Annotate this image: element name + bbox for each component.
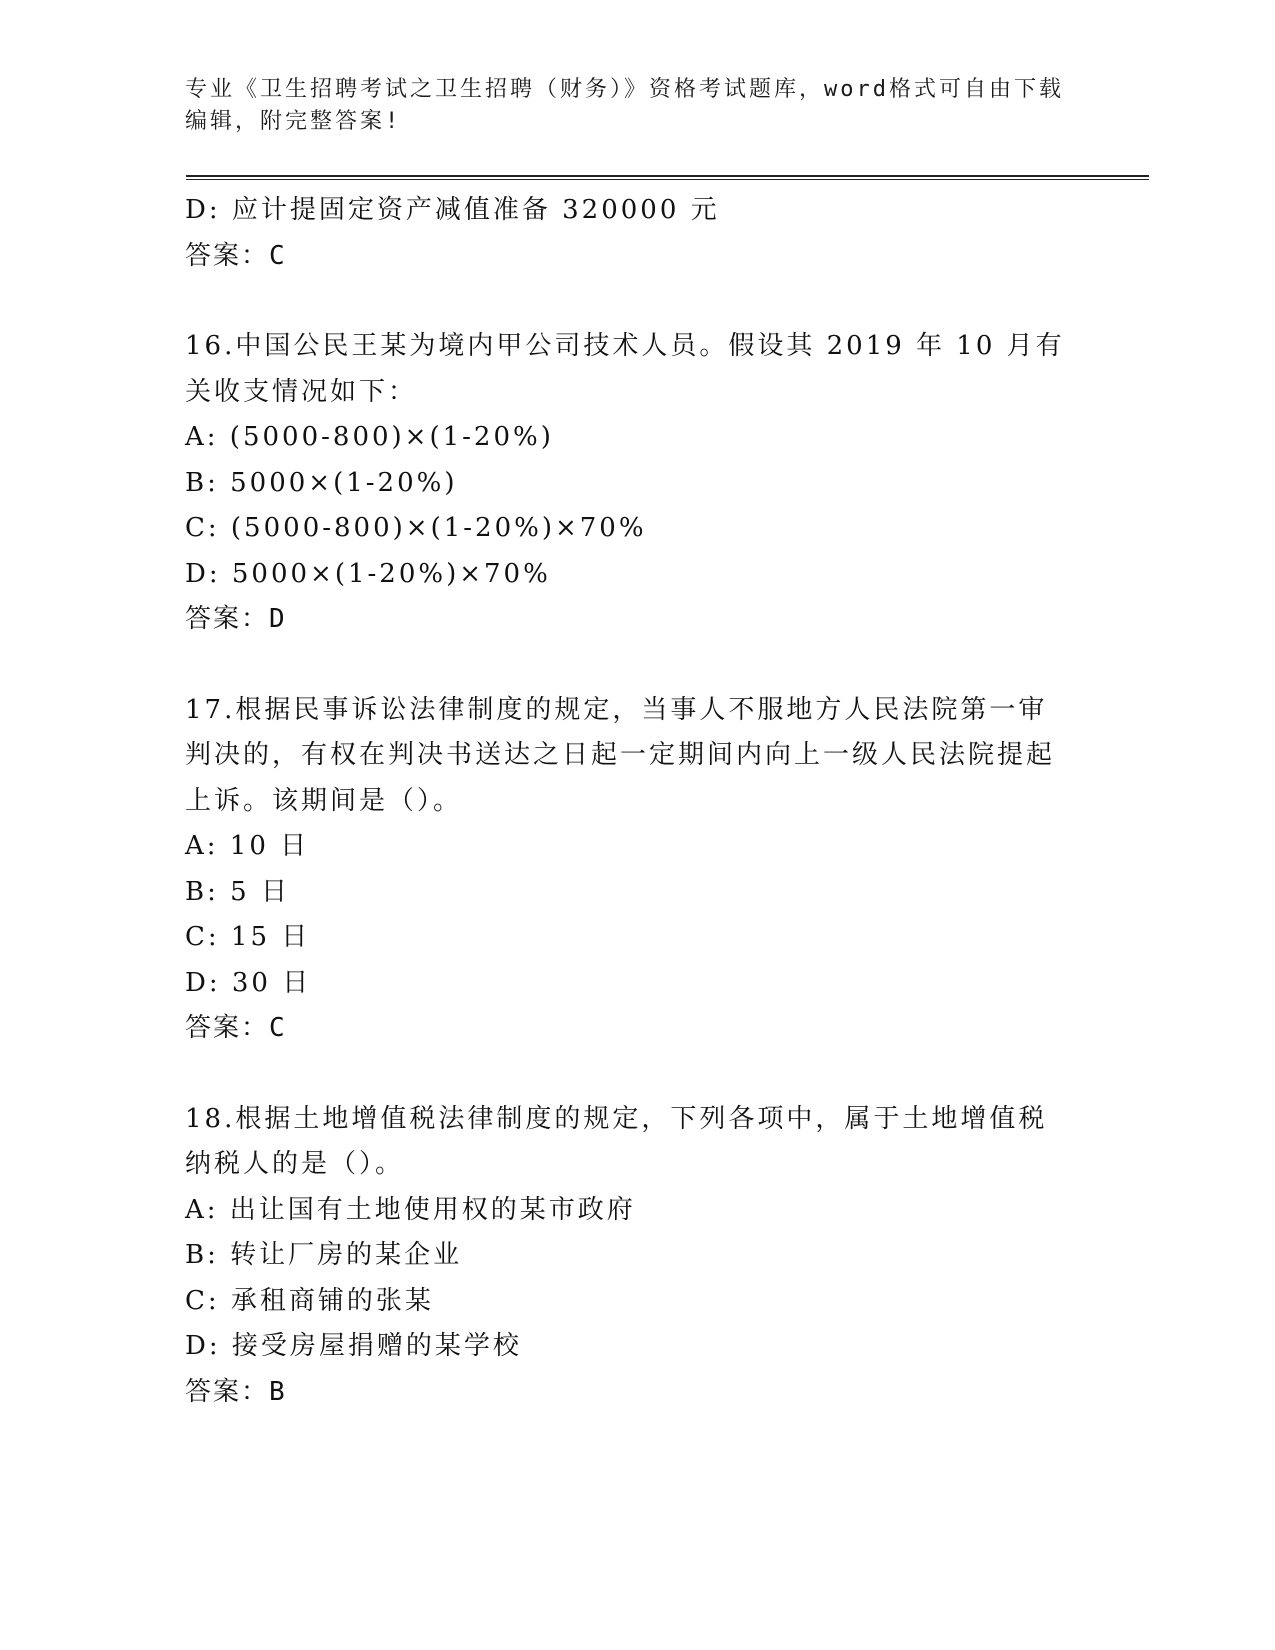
option-d: D: 接受房屋捐赠的某学校: [185, 1331, 522, 1361]
question-stem: 16.中国公民王某为境内甲公司技术人员。假设其 2019 年 10 月有关收支情况如下：: [185, 331, 1065, 407]
question-stem: 17.根据民事诉讼法律制度的规定，当事人不服地方人民法院第一审判决的，有权在判决书送达之日起一定期间内向上一级人民法院提起上诉。该期间是（）。: [185, 694, 1056, 816]
spacer: [185, 1052, 1085, 1097]
option-b: B: 5 日: [185, 876, 290, 907]
option-b: B: 转让厂房的某企业: [185, 1240, 463, 1270]
option-c: C: 15 日: [185, 922, 311, 952]
option-c: C: (5000-800)×(1-20%)×70%: [185, 513, 647, 543]
document-body: [185, 188, 1085, 1415]
option-a: A: (5000-800)×(1-20%): [185, 422, 554, 452]
option-d: D: 30 日: [185, 967, 312, 998]
option-a: A: 10 日: [185, 831, 310, 861]
option-d: D: 5000×(1-20%)×70%: [185, 558, 551, 589]
prev-question-tail: [185, 188, 1085, 279]
answer: 答案：C: [185, 240, 287, 271]
question-17: [185, 688, 1085, 1052]
spacer: [185, 279, 1085, 324]
answer: 答案：D: [185, 604, 287, 634]
option-a: A: 出让国有土地使用权的某市政府: [185, 1194, 636, 1225]
option-b: B: 5000×(1-20%): [185, 467, 458, 498]
header-divider: [186, 175, 1149, 180]
question-stem: 18.根据土地增值税法律制度的规定，下列各项中，属于土地增值税纳税人的是（）。: [185, 1103, 1048, 1179]
option-d: D: 应计提固定资产减值准备 320000 元: [185, 195, 720, 225]
option-c: C: 承租商铺的张某: [185, 1285, 434, 1316]
spacer: [185, 643, 1085, 688]
question-16: [185, 324, 1085, 643]
question-18: [185, 1097, 1085, 1416]
answer: 答案：C: [185, 1013, 287, 1043]
answer: 答案：B: [185, 1376, 287, 1407]
page-header: 专业《卫生招聘考试之卫生招聘（财务）》资格考试题库，word格式可自由下载编辑，附完整答案!: [185, 77, 1064, 134]
